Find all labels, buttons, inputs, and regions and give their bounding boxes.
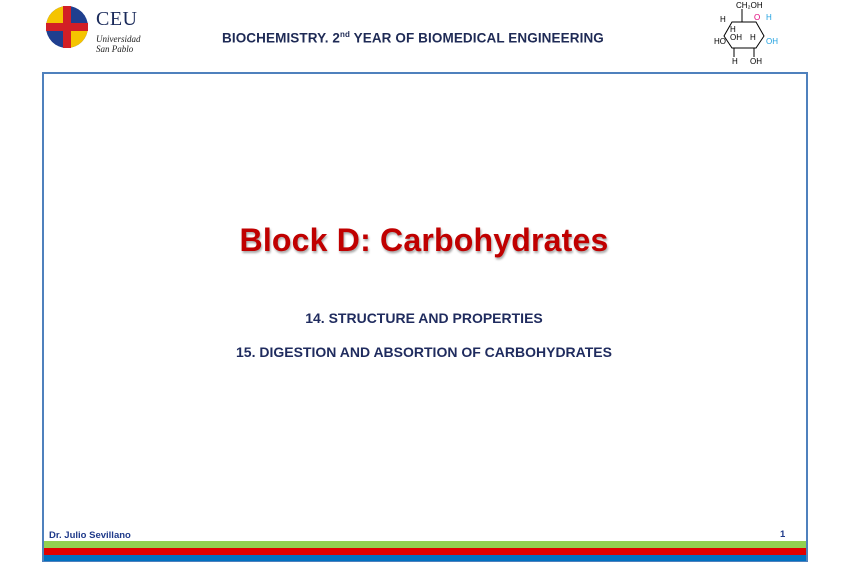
mol-label-oh2: OH (766, 37, 778, 46)
footer-bar-green (44, 541, 806, 548)
header-title (222, 30, 604, 46)
logo-name: CEU (96, 8, 138, 30)
header-title-main: BIOCHEMISTRY. 2 (222, 30, 341, 46)
mol-label-ch2oh: CH₂OH (736, 1, 763, 10)
mol-label-oh3: OH (750, 57, 762, 66)
ceu-logo (44, 4, 184, 66)
glucose-structure-icon (712, 0, 782, 66)
mol-label-o: O (754, 13, 761, 22)
subtitle-1: 14. STRUCTURE AND PROPERTIES (305, 310, 543, 326)
mol-label-h5: H (732, 57, 738, 66)
footer-author: Dr. Julio Sevillano (49, 530, 131, 541)
header-title-sup: nd (340, 30, 351, 39)
ceu-cross-icon (44, 4, 90, 50)
footer-bar-red (44, 548, 806, 555)
mol-label-h3: H (730, 25, 736, 34)
logo-line1: Universidad (96, 34, 141, 44)
mol-label-h2: H (766, 13, 772, 22)
mol-label-h1: H (720, 15, 726, 24)
page-number: 1 (780, 529, 786, 540)
mol-label-ho: HO (714, 37, 726, 46)
footer-bar-blue (44, 555, 806, 561)
slide-title: Block D: Carbohydrates (239, 222, 609, 258)
mol-label-h4: H (750, 33, 756, 42)
logo-university (96, 34, 141, 54)
logo-line2: San Pablo (96, 44, 134, 54)
header-title-rest: YEAR OF BIOMEDICAL ENGINEERING (350, 30, 604, 46)
mol-label-oh1: OH (730, 33, 742, 42)
subtitle-2: 15. DIGESTION AND ABSORTION OF CARBOHYDRATES (236, 344, 612, 360)
